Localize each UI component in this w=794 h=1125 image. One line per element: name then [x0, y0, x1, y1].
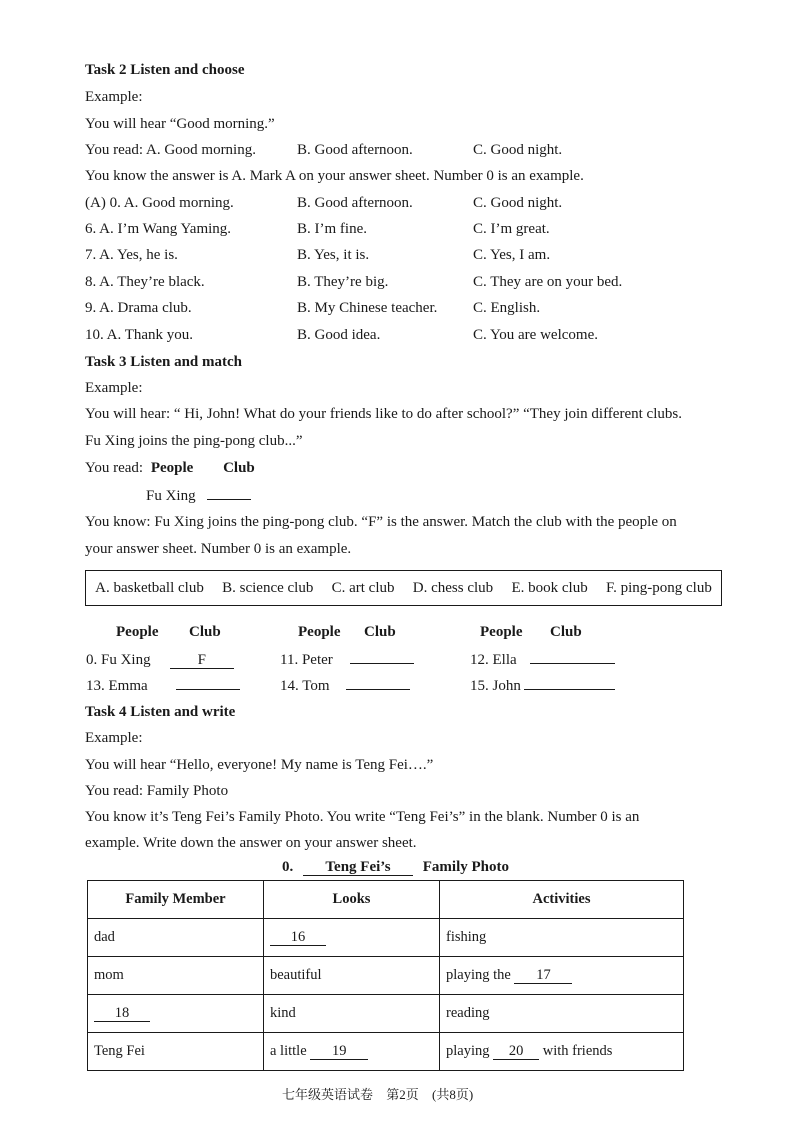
option-b: B. I’m fine. — [297, 221, 367, 237]
match-answer — [530, 663, 615, 664]
task4-you-know-2: example. Write down the answer on your answer sheet. — [85, 835, 417, 851]
match-answer — [350, 663, 414, 664]
activities-cell — [440, 1033, 684, 1071]
looks-text: kind — [270, 1005, 296, 1021]
task4-you-know-1: You know it’s Teng Fei’s Family Photo. You write “Teng Fei’s” in the blank. Number 0 is an — [85, 809, 640, 825]
club-option: B. science club — [222, 579, 314, 596]
match-answer — [176, 689, 240, 690]
option-a: 8. A. They’re black. — [85, 274, 205, 290]
task2-item — [85, 325, 735, 345]
club-option: C. art club — [331, 579, 395, 596]
club-option: D. chess club — [412, 579, 494, 596]
club-options-box — [85, 570, 722, 606]
family-photo-title — [282, 857, 509, 877]
member-cell — [88, 919, 264, 957]
option-b: B. Yes, it is. — [297, 247, 370, 263]
looks-text: beautiful — [270, 967, 322, 983]
activities-cell — [440, 957, 684, 995]
member-text: dad — [94, 929, 115, 945]
answer-blank: 19 — [310, 1043, 368, 1060]
family-table — [87, 880, 684, 1071]
task3-you-know-2: your answer sheet. Number 0 is an example. — [85, 541, 352, 557]
people-header: People — [298, 624, 341, 640]
task3-people-label: People — [150, 460, 194, 476]
task3-example-name: Fu Xing — [146, 488, 196, 504]
task2-example-label: Example: — [85, 89, 143, 105]
match-answer: F — [170, 652, 234, 669]
table-row — [88, 1033, 684, 1071]
option-b: B. Good idea. — [297, 327, 381, 343]
table-row — [88, 919, 684, 957]
activities-cell — [440, 919, 684, 957]
answer-blank — [207, 499, 251, 500]
title-text: Family Photo — [422, 859, 509, 875]
title-number: 0. — [282, 859, 294, 875]
people-header: People — [480, 624, 523, 640]
club-header: Club — [550, 624, 582, 640]
member-text: mom — [94, 967, 124, 983]
match-item — [470, 650, 615, 670]
task2-read-a: You read: A. Good morning. — [85, 142, 256, 158]
task2-item — [85, 193, 735, 213]
table-header: Looks — [264, 881, 440, 919]
task2-read-b: B. Good afternoon. — [297, 142, 413, 158]
match-label: 12. Ella — [470, 652, 517, 668]
task2-item — [85, 272, 735, 292]
looks-cell — [264, 1033, 440, 1071]
option-a: (A) 0. A. Good morning. — [85, 195, 234, 211]
option-c: C. I’m great. — [473, 221, 550, 237]
looks-cell — [264, 995, 440, 1033]
answer-blank: 16 — [270, 929, 326, 946]
activity-text: playing — [446, 1043, 490, 1059]
member-cell — [88, 957, 264, 995]
answer-blank: 20 — [493, 1043, 539, 1060]
title-answer-blank: Teng Fei’s — [303, 859, 413, 876]
task3-will-hear-2: Fu Xing joins the ping-pong club...” — [85, 433, 303, 449]
task2-you-read — [85, 140, 735, 160]
table-row — [88, 995, 684, 1033]
member-text: Teng Fei — [94, 1043, 145, 1059]
match-answer — [346, 689, 410, 690]
task4-will-hear: You will hear “Hello, everyone! My name is Teng Fei….” — [85, 757, 434, 773]
table-row — [88, 957, 684, 995]
task2-heading: Task 2 Listen and choose — [85, 62, 245, 78]
member-cell — [88, 1033, 264, 1071]
option-a: 9. A. Drama club. — [85, 300, 192, 316]
task2-item — [85, 219, 735, 239]
match-label: 13. Emma — [86, 678, 148, 694]
task3-example-label: Example: — [85, 380, 143, 396]
club-header: Club — [364, 624, 396, 640]
page-footer — [282, 1084, 483, 1103]
task3-you-read: You read: — [85, 460, 144, 476]
match-item — [86, 650, 234, 670]
task2-will-hear: You will hear “Good morning.” — [85, 116, 275, 132]
match-item — [280, 676, 410, 696]
task4-heading: Task 4 Listen and write — [85, 704, 236, 720]
table-header: Family Member — [88, 881, 264, 919]
answer-blank: 18 — [94, 1005, 150, 1022]
looks-cell — [264, 957, 440, 995]
answer-blank: 17 — [514, 967, 572, 984]
club-option: F. ping-pong club — [605, 579, 712, 596]
option-b: B. Good afternoon. — [297, 195, 413, 211]
task3-will-hear-1: You will hear: “ Hi, John! What do your friends like to do after school?” “They join different clubs. — [85, 406, 682, 422]
task2-item — [85, 298, 735, 318]
looks-cell — [264, 919, 440, 957]
people-header: People — [116, 624, 159, 640]
member-cell — [88, 995, 264, 1033]
activity-text: fishing — [446, 929, 487, 945]
task3-example-row — [146, 486, 251, 506]
looks-text: a little — [270, 1043, 307, 1059]
task4-you-read: You read: Family Photo — [85, 783, 229, 799]
option-c: C. Yes, I am. — [473, 247, 551, 263]
activity-text: reading — [446, 1005, 490, 1021]
task3-club-label: Club — [223, 460, 255, 476]
footer-page: 第2页 — [386, 1087, 419, 1102]
club-option: A. basketball club — [95, 579, 204, 596]
option-a: 7. A. Yes, he is. — [85, 247, 178, 263]
option-b: B. They’re big. — [297, 274, 389, 290]
match-label: 11. Peter — [280, 652, 333, 668]
table-header: Activities — [440, 881, 684, 919]
match-item — [470, 676, 615, 696]
match-answer — [524, 689, 615, 690]
table-header-row — [88, 881, 684, 919]
task4-example-label: Example: — [85, 730, 143, 746]
club-header: Club — [189, 624, 221, 640]
match-label: 0. Fu Xing — [86, 652, 151, 668]
match-label: 15. John — [470, 678, 521, 694]
match-item — [86, 676, 240, 696]
match-item — [280, 650, 414, 670]
option-b: B. My Chinese teacher. — [297, 300, 438, 316]
option-c: C. You are welcome. — [473, 327, 598, 343]
task3-heading: Task 3 Listen and match — [85, 354, 242, 370]
option-c: C. They are on your bed. — [473, 274, 623, 290]
footer-title: 七年级英语试卷 — [282, 1087, 374, 1102]
match-label: 14. Tom — [280, 678, 330, 694]
option-c: C. English. — [473, 300, 541, 316]
option-a: 6. A. I’m Wang Yaming. — [85, 221, 232, 237]
footer-total: (共8页) — [432, 1087, 474, 1102]
task3-you-know-1: You know: Fu Xing joins the ping-pong club. “F” is the answer. Match the club with the people on — [85, 514, 677, 530]
club-option: E. book club — [511, 579, 588, 596]
task2-you-know: You know the answer is A. Mark A on your answer sheet. Number 0 is an example. — [85, 168, 584, 184]
option-a: 10. A. Thank you. — [85, 327, 194, 343]
option-c: C. Good night. — [473, 195, 563, 211]
task3-you-read-row — [85, 458, 255, 478]
activity-text: playing the — [446, 967, 511, 983]
task2-read-c: C. Good night. — [473, 142, 563, 158]
task2-item — [85, 245, 735, 265]
activities-cell — [440, 995, 684, 1033]
activity-text: with friends — [542, 1043, 613, 1059]
